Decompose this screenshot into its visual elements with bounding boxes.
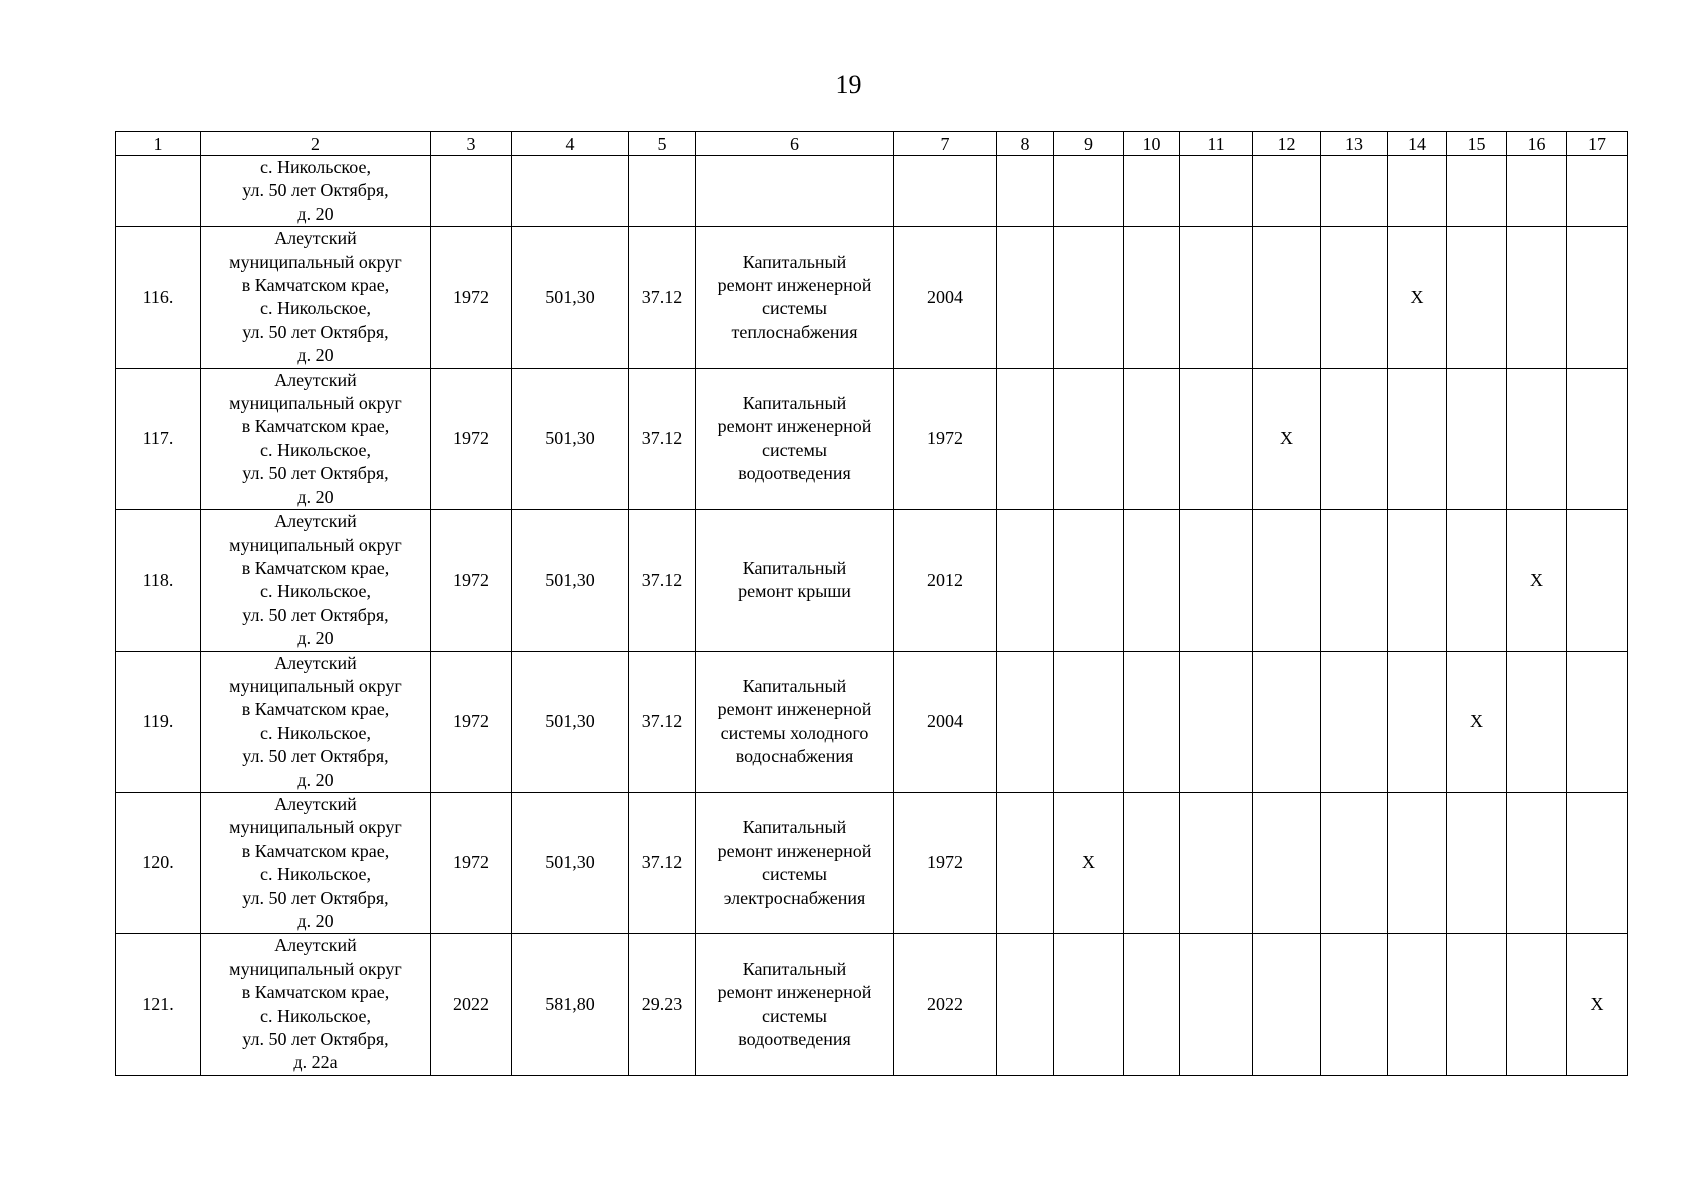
address-line: д. 22а [293, 1052, 338, 1073]
work-line: ремонт крыши [738, 581, 851, 602]
cell-wear [629, 156, 696, 227]
work-line: водоснабжения [735, 746, 854, 767]
cell-year: 1972 [431, 227, 512, 368]
cell-last-repair: 2012 [894, 510, 997, 651]
cell-mark [1447, 368, 1507, 509]
cell-last-repair: 1972 [894, 792, 997, 933]
data-table [115, 131, 1628, 1076]
cell-last-repair: 2004 [894, 227, 997, 368]
address-line: с. Никольское, [260, 1005, 371, 1026]
cell-work [696, 510, 894, 651]
address-line: муниципальный округ [229, 675, 402, 696]
cell-area: 501,30 [512, 792, 629, 933]
column-header: 3 [431, 132, 512, 156]
address-line: ул. 50 лет Октября, [242, 887, 389, 908]
address-line: д. 20 [297, 769, 334, 790]
cell-mark [1321, 934, 1388, 1075]
column-header: 2 [201, 132, 431, 156]
address-line: в Камчатском крае, [241, 557, 390, 578]
cell-number: 119. [116, 651, 201, 792]
cell-mark [1321, 792, 1388, 933]
cell-address [201, 510, 431, 651]
address-line: муниципальный округ [229, 534, 402, 555]
cell-area: 501,30 [512, 368, 629, 509]
cell-mark [1567, 227, 1628, 368]
address-line: муниципальный округ [229, 393, 402, 414]
cell-last-repair [894, 156, 997, 227]
work-line: теплоснабжения [731, 321, 858, 342]
cell-number: 118. [116, 510, 201, 651]
cell-mark [1507, 651, 1567, 792]
cell-mark [1567, 651, 1628, 792]
work-line: водоотведения [738, 1029, 851, 1050]
cell-mark [1253, 227, 1321, 368]
cell-wear: 29.23 [629, 934, 696, 1075]
address-line: Алеутский [274, 511, 357, 532]
cell-wear: 37.12 [629, 227, 696, 368]
column-header: 17 [1567, 132, 1628, 156]
cell-mark [1054, 227, 1124, 368]
address-line: д. 20 [297, 628, 334, 649]
cell-work [696, 156, 894, 227]
cell-mark [1124, 651, 1180, 792]
cell-mark [1447, 934, 1507, 1075]
cell-mark [1567, 792, 1628, 933]
address-line: ул. 50 лет Октября, [242, 1029, 389, 1050]
work-line: Капитальный [742, 675, 847, 696]
cell-address [201, 792, 431, 933]
work-line: системы холодного [720, 722, 869, 743]
address-line: с. Никольское, [260, 581, 371, 602]
cell-mark [1253, 792, 1321, 933]
cell-number [116, 156, 201, 227]
cell-last-repair: 2022 [894, 934, 997, 1075]
address-line: д. 20 [297, 911, 334, 931]
cell-mark [1180, 227, 1253, 368]
cell-mark [1321, 368, 1388, 509]
cell-area: 501,30 [512, 651, 629, 792]
work-line: системы [762, 298, 827, 319]
address-line: с. Никольское, [260, 722, 371, 743]
cell-mark [1124, 510, 1180, 651]
work-line: системы [762, 439, 827, 460]
cell-address [201, 156, 431, 227]
address-line: д. 20 [297, 345, 334, 366]
address-line: Алеутский [274, 935, 357, 956]
column-header: 12 [1253, 132, 1321, 156]
cell-mark [1388, 792, 1447, 933]
address-line: в Камчатском крае, [241, 699, 390, 720]
cell-mark [1054, 510, 1124, 651]
address-line: Алеутский [274, 652, 357, 673]
cell-work [696, 368, 894, 509]
cell-wear: 37.12 [629, 792, 696, 933]
work-line: системы [762, 1005, 827, 1026]
cell-mark [1507, 156, 1567, 227]
address-line: ул. 50 лет Октября, [242, 746, 389, 767]
cell-work [696, 227, 894, 368]
cell-mark: X [1054, 792, 1124, 933]
cell-mark [1321, 227, 1388, 368]
cell-mark [1321, 156, 1388, 227]
cell-mark [1180, 934, 1253, 1075]
address-line: с. Никольское, [260, 298, 371, 319]
cell-number: 116. [116, 227, 201, 368]
address-line: муниципальный округ [229, 251, 402, 272]
column-header: 11 [1180, 132, 1253, 156]
cell-mark [1567, 156, 1628, 227]
cell-year: 2022 [431, 934, 512, 1075]
cell-area [512, 156, 629, 227]
cell-wear: 37.12 [629, 651, 696, 792]
column-header: 6 [696, 132, 894, 156]
cell-wear: 37.12 [629, 510, 696, 651]
cell-mark [1388, 368, 1447, 509]
cell-address [201, 368, 431, 509]
address-line: в Камчатском крае, [241, 982, 390, 1003]
column-header: 16 [1507, 132, 1567, 156]
column-header: 10 [1124, 132, 1180, 156]
cell-number: 120. [116, 792, 201, 933]
cell-mark [1447, 792, 1507, 933]
work-line: Капитальный [742, 393, 847, 414]
cell-mark: X [1507, 510, 1567, 651]
cell-mark [1447, 156, 1507, 227]
address-line: д. 20 [297, 203, 334, 224]
address-line: в Камчатском крае, [241, 840, 390, 861]
table-row [116, 510, 1628, 651]
cell-area: 501,30 [512, 510, 629, 651]
cell-last-repair: 1972 [894, 368, 997, 509]
work-line: Капитальный [742, 557, 847, 578]
cell-mark [1388, 156, 1447, 227]
column-header: 7 [894, 132, 997, 156]
address-line: муниципальный округ [229, 958, 402, 979]
table-row-continued [116, 156, 1628, 227]
cell-address [201, 227, 431, 368]
work-line: ремонт инженерной [717, 982, 872, 1003]
cell-year: 1972 [431, 368, 512, 509]
table-row [116, 227, 1628, 368]
work-line: ремонт инженерной [717, 416, 872, 437]
cell-year: 1972 [431, 651, 512, 792]
cell-mark [1388, 934, 1447, 1075]
column-header: 14 [1388, 132, 1447, 156]
cell-mark [1124, 934, 1180, 1075]
column-header: 4 [512, 132, 629, 156]
address-line: ул. 50 лет Октября, [242, 604, 389, 625]
cell-mark [1124, 227, 1180, 368]
cell-mark [1447, 227, 1507, 368]
cell-area: 581,80 [512, 934, 629, 1075]
table-row [116, 651, 1628, 792]
cell-address [201, 651, 431, 792]
cell-mark [997, 934, 1054, 1075]
address-line: ул. 50 лет Октября, [242, 463, 389, 484]
column-header: 1 [116, 132, 201, 156]
cell-mark: X [1388, 227, 1447, 368]
cell-mark [1321, 651, 1388, 792]
cell-number: 121. [116, 934, 201, 1075]
cell-work [696, 934, 894, 1075]
cell-mark [1253, 934, 1321, 1075]
work-line: ремонт инженерной [717, 699, 872, 720]
address-line: ул. 50 лет Октября, [242, 180, 389, 201]
address-line: в Камчатском крае, [241, 275, 390, 296]
cell-mark [1507, 368, 1567, 509]
cell-mark [1567, 510, 1628, 651]
cell-area: 501,30 [512, 227, 629, 368]
cell-mark [997, 227, 1054, 368]
column-header: 8 [997, 132, 1054, 156]
address-line: с. Никольское, [260, 864, 371, 885]
cell-wear: 37.12 [629, 368, 696, 509]
table-row [116, 792, 1628, 933]
cell-year: 1972 [431, 510, 512, 651]
address-line: д. 20 [297, 486, 334, 507]
cell-number: 117. [116, 368, 201, 509]
work-line: электроснабжения [723, 887, 866, 908]
work-line: водоотведения [738, 463, 851, 484]
cell-mark [1180, 510, 1253, 651]
cell-mark [1180, 368, 1253, 509]
cell-mark [1054, 934, 1124, 1075]
cell-mark [1054, 156, 1124, 227]
cell-mark [997, 651, 1054, 792]
address-line: с. Никольское, [260, 157, 371, 177]
cell-year [431, 156, 512, 227]
table-row [116, 368, 1628, 509]
cell-mark [1124, 792, 1180, 933]
address-line: Алеутский [274, 369, 357, 390]
work-line: системы [762, 864, 827, 885]
cell-mark [997, 792, 1054, 933]
cell-mark [1054, 368, 1124, 509]
column-header: 13 [1321, 132, 1388, 156]
column-header: 5 [629, 132, 696, 156]
work-line: ремонт инженерной [717, 840, 872, 861]
cell-mark: X [1253, 368, 1321, 509]
cell-mark [1253, 510, 1321, 651]
cell-mark [1567, 368, 1628, 509]
cell-mark [1388, 651, 1447, 792]
cell-mark [1388, 510, 1447, 651]
cell-mark [1180, 651, 1253, 792]
cell-work [696, 651, 894, 792]
cell-mark [1180, 156, 1253, 227]
cell-address [201, 934, 431, 1075]
cell-mark [1180, 792, 1253, 933]
work-line: Капитальный [742, 251, 847, 272]
address-line: Алеутский [274, 793, 357, 814]
column-header: 9 [1054, 132, 1124, 156]
address-line: с. Никольское, [260, 439, 371, 460]
cell-mark [997, 510, 1054, 651]
cell-mark [1507, 934, 1567, 1075]
address-line: в Камчатском крае, [241, 416, 390, 437]
cell-mark [1054, 651, 1124, 792]
address-line: Алеутский [274, 228, 357, 249]
header-row [116, 132, 1628, 156]
cell-last-repair: 2004 [894, 651, 997, 792]
cell-mark [997, 156, 1054, 227]
work-line: Капитальный [742, 817, 847, 838]
address-line: муниципальный округ [229, 817, 402, 838]
cell-year: 1972 [431, 792, 512, 933]
cell-mark [1124, 156, 1180, 227]
cell-mark: X [1447, 651, 1507, 792]
work-line: Капитальный [742, 958, 847, 979]
cell-work [696, 792, 894, 933]
cell-mark [1507, 792, 1567, 933]
cell-mark: X [1567, 934, 1628, 1075]
table-body [116, 227, 1628, 1076]
cell-mark [1507, 227, 1567, 368]
cell-mark [1321, 510, 1388, 651]
column-header: 15 [1447, 132, 1507, 156]
cell-mark [1253, 156, 1321, 227]
address-line: ул. 50 лет Октября, [242, 321, 389, 342]
cell-mark [1124, 368, 1180, 509]
cell-mark [1253, 651, 1321, 792]
page-number: 19 [835, 70, 862, 99]
table-row [116, 934, 1628, 1075]
cell-mark [997, 368, 1054, 509]
cell-mark [1447, 510, 1507, 651]
work-line: ремонт инженерной [717, 275, 872, 296]
